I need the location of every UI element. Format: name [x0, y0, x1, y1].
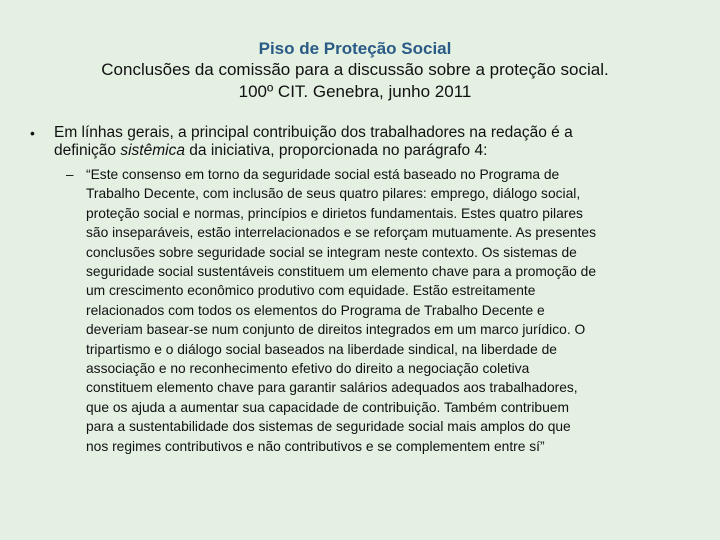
slide-title: Piso de Proteção Social [258, 39, 452, 58]
quote-line: conclusões sobre seguridade social se integram neste contexto. Os sistemas de [86, 244, 577, 260]
quote-line: seguridade social sustentáveis constituem um elemento chave para a promoção de [86, 264, 597, 280]
bullet-marker: • [30, 125, 35, 141]
bullet-text-line-1: Em línhas gerais, a principal contribuição dos trabalhadores na redação é a [54, 124, 573, 141]
quote-line: “Este consenso em torno da seguridade social está baseado no Programa de [86, 167, 560, 182]
quote-line: Trabalho Decente, com inclusão de seus quatro pilares: emprego, diálogo social, [86, 186, 581, 202]
quote-line: associação e no reconhecimento efetivo do direito a negociação coletiva [86, 361, 530, 377]
slide-subtitle-line-1: Conclusões da comissão para a discussão sobre a proteção social. [101, 60, 609, 79]
quote-line: proteção social e normas, princípios e dirietos fundamentais. Estes quatro pilares [86, 205, 583, 221]
quote-line: relacionados com todos os elementos do Programa de Trabalho Decente e [86, 302, 545, 318]
sub-bullet-marker: – [66, 167, 74, 182]
slide-subtitle-line-2: 100º CIT. Genebra, junho 2011 [238, 82, 472, 101]
bullet-text-line-2 [54, 142, 694, 160]
bullet-text [54, 124, 694, 160]
bullet-emphasis: sistêmica [120, 142, 185, 159]
quote-line: constituem elemento chave para garantir salários adequados aos trabalhadores, [86, 380, 578, 396]
quote-text [86, 165, 686, 456]
quote-line: para a sustentabilidade dos sistemas de seguridade social mais amplos do que [86, 419, 571, 435]
quote-line: são inseparáveis, estão interrelacionados e se reforçam mutuamente. As presentes [86, 225, 596, 241]
bullet-text-line-2-post: da iniciativa, proporcionada no parágrafo 4: [184, 142, 488, 159]
quote-line: nos regimes contributivos e não contributivos e se complementem entre sí” [86, 438, 545, 454]
quote-line: tripartismo e o diálogo social baseados na liberdade sindical, na liberdade de [86, 341, 557, 357]
title-block [0, 38, 710, 103]
bullet-text-line-2-pre: definição [54, 142, 121, 159]
quote-line: um crescimento econômico produtivo com equidade. Estão estreitamente [86, 283, 536, 299]
quote-line: deveriam basear-se num conjunto de direitos integrados em um marco jurídico. O [86, 322, 586, 338]
quote-line: que os ajuda a aumentar sua capacidade de contribuição. Também contribuem [86, 399, 569, 415]
